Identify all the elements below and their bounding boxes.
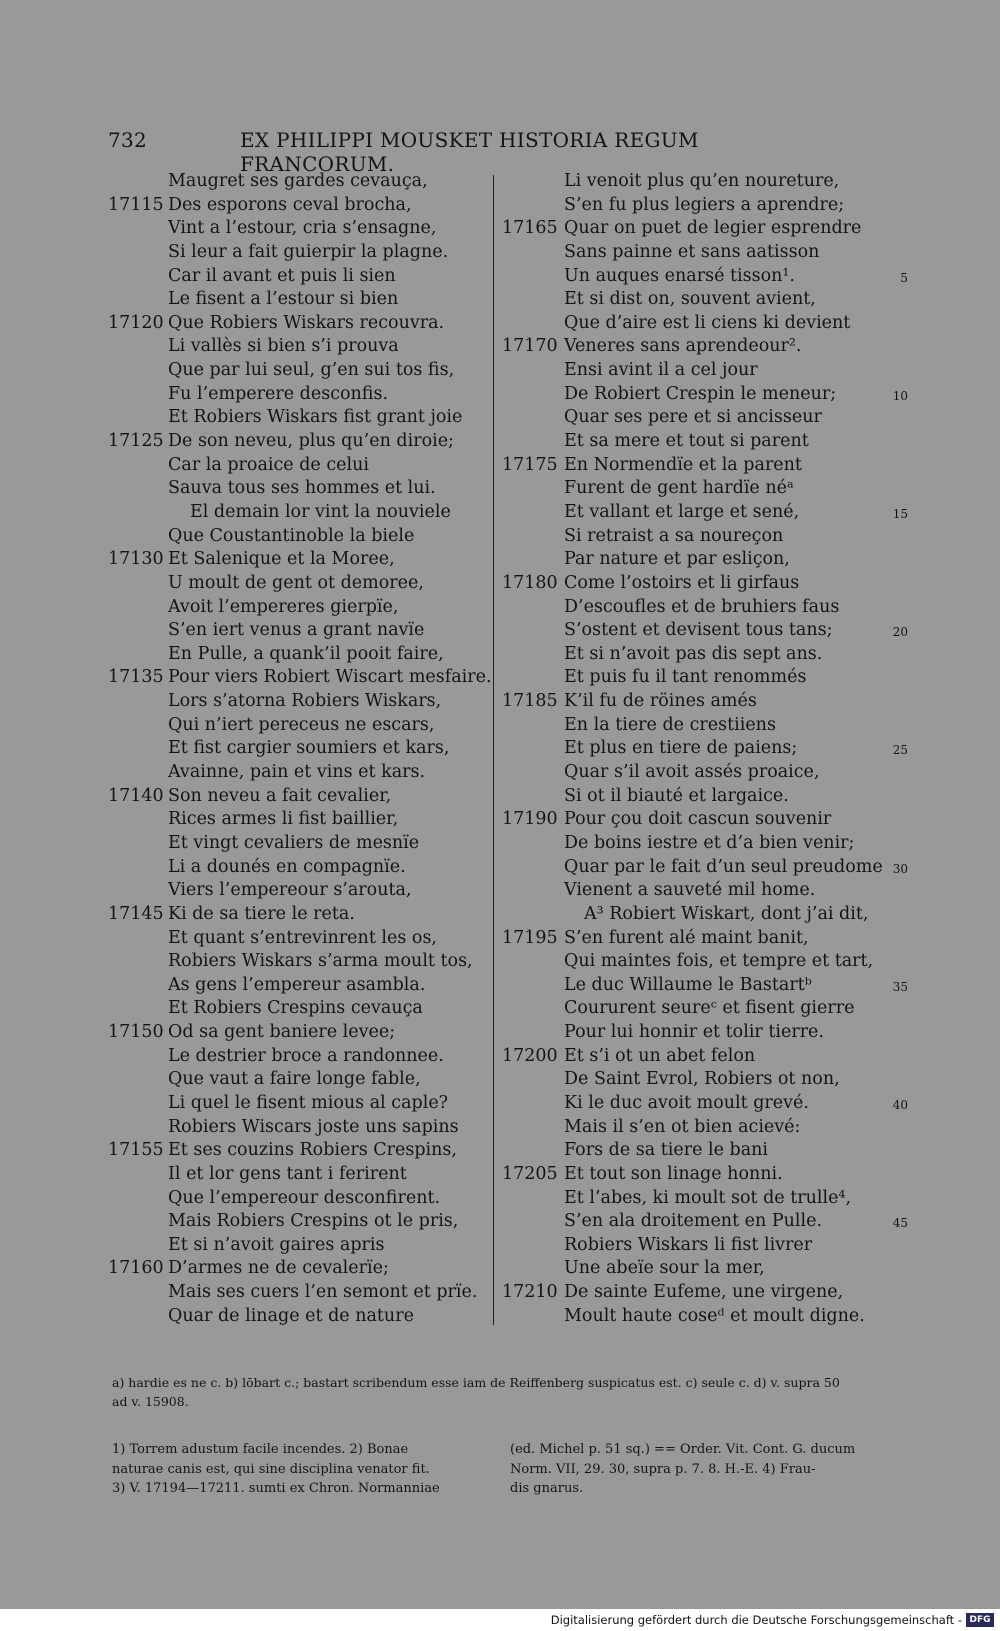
verse-line [108,879,493,903]
verse-text: Et quant s’entrevinrent les os, [168,927,437,948]
verse-text: S’en iert venus a grant navïe [168,620,425,641]
verse-text: Que d’aire est li ciens ki devient [564,312,851,333]
commentary-line: 3) V. 17194—17211. sumti ex Chron. Normanniae [112,1481,440,1496]
verse-line [108,737,493,761]
verse-text: Que vaut a faire longe fable, [168,1069,421,1090]
verse-text: Avoit l’empereres gierpïe, [168,596,399,617]
verse-line [108,927,493,951]
verse-line [108,714,493,738]
verse-line [502,1257,902,1281]
verse-line [108,785,493,809]
verse-line [502,1234,902,1258]
verse-text: Et puis fu il tant renommés [564,667,807,688]
verse-line [502,501,908,525]
verse-text: Et sa mere et tout si parent [564,431,809,452]
verse-text: Et fist cargier soumiers et kars, [168,738,450,759]
verse-text: Une abeïe sour la mer, [564,1258,765,1279]
verse-line [502,548,902,572]
verse-text: Des esporons ceval brocha, [168,194,412,215]
verse-line [108,477,493,501]
verse-text: Si ot il biauté et largaice. [564,785,789,806]
margin-line-number: 30 [892,861,908,876]
verse-text: Li venoit plus qu’en noureture, [564,171,840,191]
verse-text: Et ses couzins Robiers Crespins, [168,1140,457,1161]
verse-line [502,761,902,785]
verse-text: A³ Robiert Wiskart, dont j’ai dit, [584,903,869,924]
verse-text: De son neveu, plus qu’en diroie; [168,431,454,452]
verse-line [502,477,902,501]
verse-text: Et vingt cevaliers de mesnïe [168,832,420,853]
verse-line [502,927,902,951]
verse-number: 17130 [108,549,164,570]
margin-line-number: 15 [892,506,908,521]
verse-line [108,1210,493,1234]
verse-text: Et Robiers Wiskars fist grant joie [168,407,463,428]
verse-line [108,1257,493,1281]
verse-line [108,194,493,218]
verse-text: De boins iestre et d’a bien venir; [564,832,855,853]
verse-text: Et si n’avoit gaires apris [168,1234,385,1255]
verse-line [108,170,493,194]
verse-text: Od sa gent baniere levee; [168,1022,396,1043]
verse-text: Et si dist on, souvent avient, [564,289,816,310]
verse-text: D’escoufles et de bruhiers faus [564,596,840,617]
verse-text: Qui n’iert pereceus ne escars, [168,714,435,735]
verse-text: En Normendïe et la parent [564,454,802,475]
verse-text: Que l’empereour desconfirent. [168,1187,441,1208]
verse-number: 17190 [502,809,558,830]
verse-line [108,335,493,359]
verse-number: 17200 [502,1045,558,1066]
verse-text: De sainte Eufeme, une virgene, [564,1282,844,1303]
verse-line [502,879,902,903]
verse-line [108,454,493,478]
verse-text: De Robiert Crespin le meneur; [564,383,837,404]
verse-number: 17150 [108,1022,164,1043]
verse-text: Car la proaice de celui [168,454,369,475]
verse-text: Pour viers Robiert Wiscart mesfaire. [168,667,492,688]
verse-text: Il et lor gens tant i ferirent [168,1163,407,1184]
verse-line [502,785,902,809]
margin-line-number: 35 [892,979,908,994]
verse-line [108,548,493,572]
verse-text: Vienent a sauveté mil home. [564,880,816,901]
verse-line [502,335,902,359]
margin-line-number: 40 [892,1097,908,1112]
verse-text: El demain lor vint la nouviele [190,501,451,522]
verse-text: Par nature et par esliçon, [564,549,790,570]
page-number: 732 [108,128,148,152]
verse-line [108,265,493,289]
verse-line [502,903,902,927]
footer-bar [0,1609,1000,1631]
verse-text: Robiers Wiskars li fist livrer [564,1234,813,1255]
margin-line-number: 5 [900,270,908,285]
verse-line [502,808,902,832]
verse-line [502,666,902,690]
verse-text: Come l’ostoirs et li girfaus [564,572,800,593]
margin-line-number: 45 [892,1216,908,1231]
verse-text: Quar on puet de legier esprendre [564,218,862,239]
verse-line [108,525,493,549]
verse-line [108,572,493,596]
verse-text: Et Salenique et la Moree, [168,549,395,570]
commentary-line: naturae canis est, qui sine disciplina venator fit. [112,1461,430,1477]
verse-number: 17140 [108,785,164,806]
verse-line [108,1163,493,1187]
verse-text: Et tout son linage honni. [564,1163,783,1184]
verse-text: De Saint Evrol, Robiers ot non, [564,1069,840,1090]
verse-text: Mais il s’en ot bien acievé: [564,1116,801,1137]
verse-line [502,1092,908,1116]
verse-text: Le destrier broce a randonnee. [168,1045,444,1066]
margin-line-number: 25 [892,743,908,758]
margin-line-number: 20 [892,625,908,640]
verse-line [108,1021,493,1045]
verse-text: Sans painne et sans aatisson [564,241,820,262]
verse-line [108,406,493,430]
verse-line [108,619,493,643]
verse-line [108,1234,493,1258]
verse-line [502,170,902,194]
verse-text: Viers l’empereour s’arouta, [168,880,412,901]
right-column [502,170,908,1328]
verse-line [502,1163,902,1187]
verse-line [502,194,902,218]
verse-line [108,832,493,856]
verse-text: Ki le duc avoit moult grevé. [564,1092,809,1113]
verse-line [108,690,493,714]
verse-text: Quar ses pere et si ancisseur [564,407,822,428]
verse-number: 17180 [502,572,558,593]
verse-line [108,903,493,927]
verse-text: Robiers Wiskars s’arma moult tos, [168,951,473,972]
commentary-notes-left [112,1440,440,1499]
verse-line [108,359,493,383]
verse-text: Quar de linage et de nature [168,1305,414,1326]
verse-text: Quar s’il avoit assés proaice, [564,762,820,783]
verse-text: S’ostent et devisent tous tans; [564,620,833,641]
verse-text: Veneres sans aprendeour². [564,336,802,357]
verse-text: Mais Robiers Crespins ot le pris, [168,1211,459,1232]
verse-text: Rices armes li fist baillier, [168,809,399,830]
verse-line [502,217,902,241]
verse-number: 17205 [502,1163,558,1184]
commentary-notes-right [510,1440,855,1499]
verse-text: S’en furent alé maint banit, [564,927,809,948]
verse-line [108,761,493,785]
verse-line [502,690,902,714]
verse-line [108,1045,493,1069]
verse-line [502,619,908,643]
verse-line [502,596,902,620]
verse-text: U moult de gent ot demoree, [168,572,424,593]
column-divider [493,175,494,1325]
verse-text: Robiers Wiscars joste uns sapins [168,1116,459,1137]
verse-line [502,643,902,667]
verse-text: Et s’i ot un abet felon [564,1045,756,1066]
verse-text: Et vallant et large et sené, [564,501,800,522]
verse-line [502,714,902,738]
verse-line [502,832,902,856]
verse-text: Son neveu a fait cevalier, [168,785,392,806]
verse-text: En la tiere de crestiiens [564,714,776,735]
textual-note-line: a) hardie es ne c. b) lōbart c.; bastart scribendum esse iam de Reiffenberg suspicatus est. c) seule c. d) v. supra 50 [112,1375,840,1390]
verse-line [108,1139,493,1163]
verse-line [108,1305,493,1329]
verse-line [108,997,493,1021]
verse-line [108,666,493,690]
verse-text: Le fisent a l’estour si bien [168,289,399,310]
verse-text: Mais ses cuers l’en semont et prïe. [168,1282,478,1303]
verse-line [108,596,493,620]
verse-line [108,241,493,265]
verse-text: Car il avant et puis li sien [168,265,396,286]
verse-text: D’armes ne de cevalerïe; [168,1258,389,1279]
verse-line [502,1210,908,1234]
verse-line [108,312,493,336]
verse-line [502,1187,902,1211]
left-column [108,170,493,1328]
verse-text: Et l’abes, ki moult sot de trulle⁴, [564,1187,852,1208]
verse-line [108,288,493,312]
verse-line [108,217,493,241]
verse-text: Li a dounés en compagnïe. [168,856,406,877]
verse-line [502,454,902,478]
verse-text: Avainne, pain et vins et kars. [168,762,426,783]
verse-number: 17135 [108,667,164,688]
verse-text: Pour lui honnir et tolir tierre. [564,1022,824,1043]
verse-line [108,383,493,407]
verse-line [502,312,902,336]
dfg-logo: DFG [966,1613,994,1627]
verse-text: Le duc Willaume le Bastartᵇ [564,974,812,995]
verse-line [108,808,493,832]
verse-number: 17170 [502,336,558,357]
footer-credit: Digitalisierung gefördert durch die Deutsche Forschungsgemeinschaft - [550,1613,962,1627]
commentary-line: dis gnarus. [510,1481,584,1496]
verse-text: Li quel le fisent mious al caple? [168,1092,449,1113]
textual-notes [112,1373,912,1411]
verse-number: 17160 [108,1258,164,1279]
verse-line [108,1068,493,1092]
verse-number: 17175 [502,454,558,475]
verse-line [502,265,908,289]
verse-line [502,572,902,596]
verse-text: Lors s’atorna Robiers Wiskars, [168,691,442,712]
verse-text: Que Robiers Wiskars recouvra. [168,312,445,333]
verse-line [108,950,493,974]
running-head [108,128,800,176]
verse-text: Li vallès si bien s’i prouva [168,336,399,357]
textual-note-line: ad v. 15908. [112,1394,189,1409]
verse-line [108,1092,493,1116]
verse-line [502,430,902,454]
verse-number: 17115 [108,194,164,215]
verse-line [502,1021,902,1045]
verse-line [502,1045,902,1069]
verse-number: 17145 [108,903,164,924]
verse-text: S’en fu plus legiers a aprendre; [564,194,845,215]
verse-number: 17125 [108,431,164,452]
verse-line [502,1116,902,1140]
verse-text: Si leur a fait guierpir la plagne. [168,241,449,262]
verse-text: Un auques enarsé tisson¹. [564,265,795,286]
commentary-line: (ed. Michel p. 51 sq.) == Order. Vit. Cont. G. ducum [510,1442,856,1457]
verse-text: En Pulle, a quank’il pooit faire, [168,643,444,664]
verse-text: Qui maintes fois, et tempre et tart, [564,951,874,972]
verse-line [502,1139,902,1163]
verse-line [502,950,902,974]
verse-line [502,1281,902,1305]
verse-text: As gens l’empereur asambla. [168,974,426,995]
verse-line [502,525,902,549]
verse-line [502,856,908,880]
verse-text: Que Coustantinoble la biele [168,525,415,546]
verse-number: 17155 [108,1140,164,1161]
verse-number: 17210 [502,1282,558,1303]
verse-line [108,1281,493,1305]
commentary-line: Norm. VII, 29. 30, supra p. 7. 8. H.-E. 4) Frau- [510,1461,816,1477]
verse-line [502,997,902,1021]
verse-text: K’il fu de röines amés [564,691,757,712]
verse-text: Coururent seureᶜ et fisent gierre [564,998,855,1019]
commentary-line: 1) Torrem adustum facile incendes. 2) Bonae [112,1442,409,1457]
page-title: EX PHILIPPI MOUSKET HISTORIA REGUM FRANCORUM. [240,128,699,176]
verse-line [108,430,493,454]
verse-text: Quar par le fait d’un seul preudome [564,856,883,877]
verse-text: Fu l’emperere desconfis. [168,383,389,404]
verse-text: S’en ala droitement en Pulle. [564,1211,823,1232]
verse-number: 17165 [502,218,558,239]
verse-line [502,359,902,383]
verse-line [502,288,902,312]
verse-text: Maugret ses gardes cevauça, [168,171,428,191]
verse-line [108,1187,493,1211]
verse-line [108,974,493,998]
verse-text: Sauva tous ses hommes et lui. [168,478,436,499]
verse-text: Et si n’avoit pas dis sept ans. [564,643,823,664]
verse-text: Si retraist a sa noureçon [564,525,784,546]
verse-text: Que par lui seul, g’en sui tos fis, [168,360,455,381]
verse-line [502,241,902,265]
verse-line [108,643,493,667]
verse-line [502,1305,902,1329]
verse-text: Et Robiers Crespins cevauça [168,998,423,1019]
verse-text: Moult haute coseᵈ et moult digne. [564,1305,865,1326]
verse-number: 17185 [502,691,558,712]
verse-line [108,501,493,525]
verse-number: 17120 [108,312,164,333]
verse-text: Ensi avint il a cel jour [564,360,758,381]
verse-line [502,406,902,430]
verse-text: Vint a l’estour, cria s’ensagne, [168,218,437,239]
verse-line [502,974,908,998]
verse-line [108,1116,493,1140]
verse-line [502,383,908,407]
margin-line-number: 10 [892,388,908,403]
verse-text: Pour çou doit cascun souvenir [564,809,832,830]
verse-text: Fors de sa tiere le bani [564,1140,769,1161]
verse-line [108,856,493,880]
verse-text: Et plus en tiere de paiens; [564,738,798,759]
verse-line [502,1068,902,1092]
verse-text: Furent de gent hardïe néᵃ [564,478,794,499]
verse-number: 17195 [502,927,558,948]
verse-line [502,737,908,761]
verse-text: Ki de sa tiere le reta. [168,903,355,924]
